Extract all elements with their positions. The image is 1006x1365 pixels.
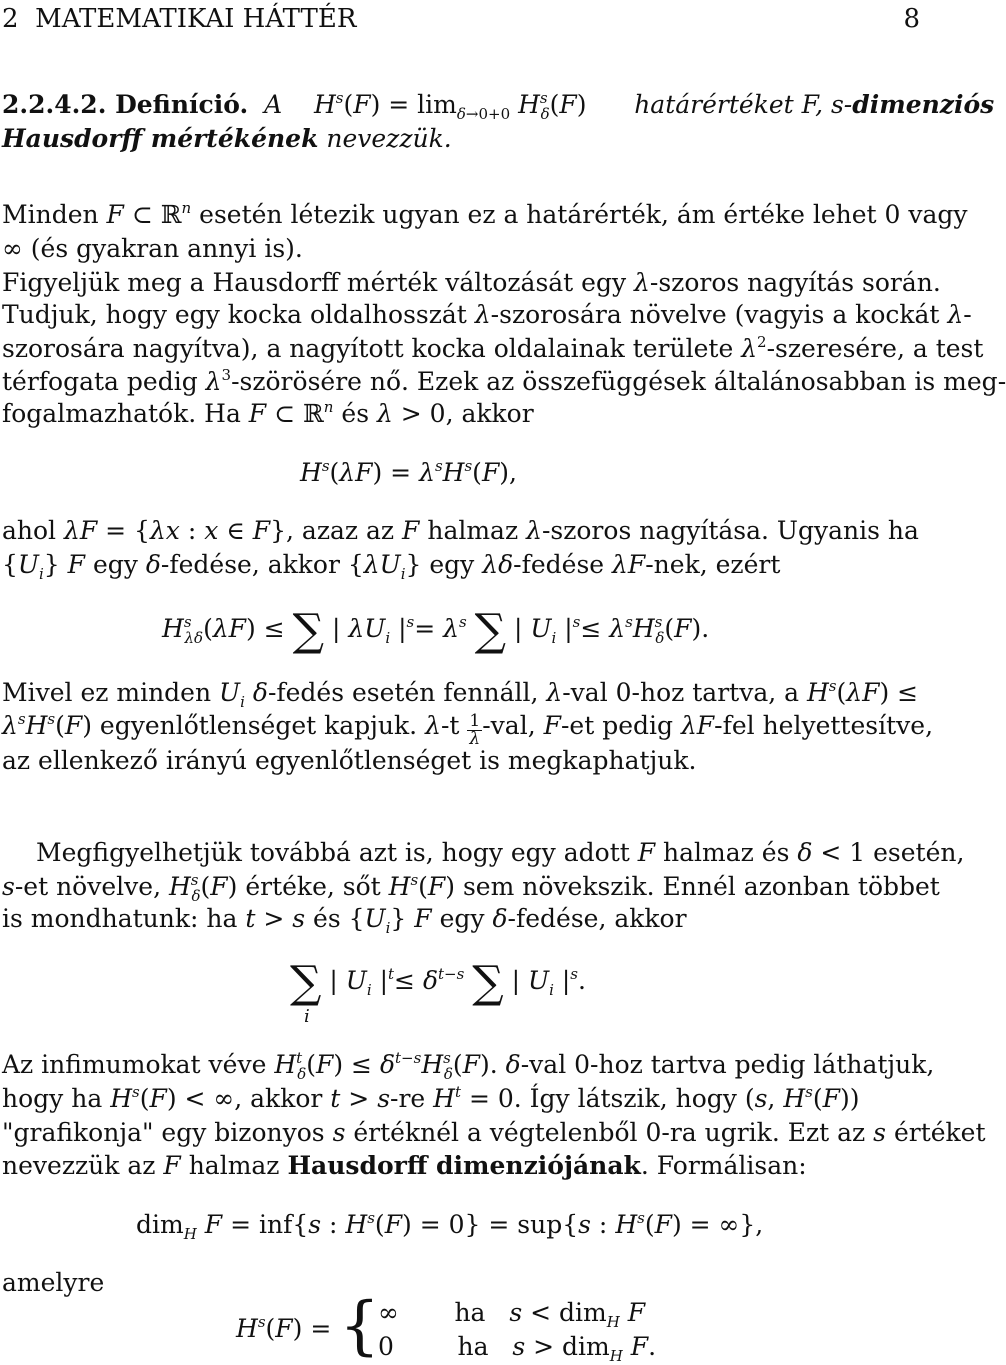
para2-line-1: ahol λF = {λx : x ∈ F}, azaz az F halmaz λ-szoros nagyítása. Ugyanis ha [2,516,919,545]
para5-line-4: nevezzük az F halmaz Hausdorff dimenziójának. Formálisan: [2,1151,807,1180]
case-infinity: ∞ ha s < dim$_H$ F [378,1298,646,1331]
para3-line-3: az ellenkező irányú egyenlőtlenséget is megkaphatjuk. [2,746,697,775]
para5-line-3: "grafikonja" egy bizonyos s értéknél a végtelenből 0-ra ugrik. Ezt az s értéket [2,1118,986,1147]
para3-line-2: $\lambda^sH^s(F)$ egyenlőtlenséget kapjuk. λ-t $\frac{1}{\lambda}$ -val, F-et pedig λF-fel helyettesítve, [2,710,934,749]
page-number: 8 [903,4,920,34]
equation-power-bound: ∑ | $U_i$ $|^t\le \delta^{t-s}$ ∑ | $U_i$ $|^s$. [290,957,586,1008]
para1-line-7: fogalmazhatók. Ha F ⊂ ℝ$^n$ és λ > 0, akkor [2,398,534,428]
para1-line-2: ∞ (és gyakran annyi is). [2,234,303,263]
para1-line-3: Figyeljük meg a Hausdorff mérték változását egy λ-szoros nagyítás során. [2,268,941,297]
page-header [2,4,920,34]
para1-line-1: Minden F ⊂ ℝ$^n$ esetén létezik ugyan ez a határérték, ám értéke lehet 0 vagy [2,199,968,229]
definition-label: 2.2.4.2. Definíció. [2,90,249,119]
para4-line-3: is mondhatunk: ha t > s és $\{U_i\}$ F egy δ-fedése, akkor [2,904,687,937]
equation-hausdorff-dimension: dim$_H$ F = inf{s : $H^s(F) = 0\} = sup\{s$ : $H^s(F)$ = ∞}, [136,1209,764,1243]
para5-line-2: hogy ha $H^s(F)$ < ∞, akkor t > s-re $H^t = 0$. Így látszik, hogy (s, $H^s(F)$) [2,1083,860,1113]
sum-index: i [304,1006,310,1027]
para2-line-2: $\{U_i\}$ F egy δ-fedése, akkor $\{\lambda U_i\}$ egy λδ-fedése λF-nek, ezért [2,550,781,583]
definition-line-2: Hausdorff mértékének nevezzük. [2,124,452,153]
para4-line-2: s-et növelve, $H^s_\delta(F)$ értéke, sőt $H^s(F)$ sem növekszik. Ennél azonban többet [2,871,940,905]
amelyre-text: amelyre [2,1268,105,1297]
definition-line-1: 2.2.4.2. Definíció. A $H^s(F) = \lim_{\delta\to 0+0} H^s_\delta(F)$ határértéket F, s-dimenziós [2,89,995,123]
para4-line-1: Megfigyelhetjük továbbá azt is, hogy egy adott F halmaz és δ < 1 esetén, [36,838,965,867]
section-title: 2 MATEMATIKAI HÁTTÉR [2,4,357,34]
para3-line-1: Mivel ez minden $U_i$ δ-fedés esetén fennáll, λ-val 0-hoz tartva, a $H^s(\lambda F)$ ≤ [2,677,919,711]
equation-cases-lhs: $H^s(F)$ = { [236,1289,380,1363]
case-zero: 0 ha s > dim$_H$ F. [378,1332,657,1365]
equation-scaling: $H^s(\lambda F) = \lambda^sH^s(F)$, [300,457,517,487]
para1-line-4: Tudjuk, hogy egy kocka oldalhosszát λ-szorosára növelve (vagyis a kockát λ- [2,300,972,329]
para1-line-6: térfogata pedig $\lambda^3$-szörösére nő. Ezek az összefüggések általánosabban is meg- [2,366,1006,396]
equation-cover-inequality: $H^s_{\lambda\delta}(\lambda F)$ ≤ ∑ | $\lambda U_i$ $|^s= \lambda^s$ ∑ | $U_i$ $|^s\le \lambda^sH^s_\delta(F)$. [162,605,710,656]
para1-line-5: szorosára nagyítva), a nagyított kocka oldalainak területe $\lambda^2$-szeresére, a test [2,333,984,363]
para5-line-1: Az infimumokat véve $H^t_\delta(F) \le \delta^{t-s}H^s_\delta(F)$. δ-val 0-hoz tartva pedig láthatjuk, [2,1049,935,1083]
